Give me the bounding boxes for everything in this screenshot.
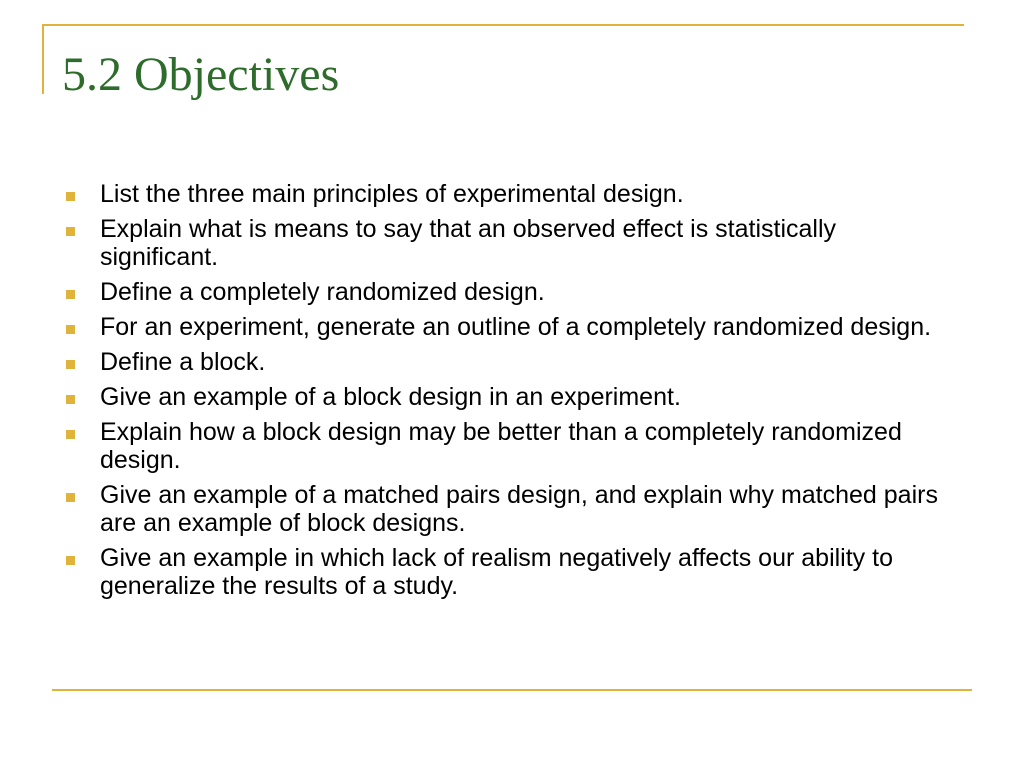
square-bullet-icon [66,227,75,236]
title-frame-top-rule [42,24,964,26]
list-item [62,180,952,208]
square-bullet-icon [66,325,75,334]
square-bullet-icon [66,192,75,201]
list-item [62,313,952,341]
list-item [62,215,952,271]
title-frame-left-rule [42,24,44,94]
list-item [62,348,952,376]
list-item [62,544,952,600]
list-item-text: Define a block. [100,348,266,376]
square-bullet-icon [66,290,75,299]
square-bullet-icon [66,360,75,369]
list-item [62,418,952,474]
list-item [62,383,952,411]
square-bullet-icon [66,430,75,439]
list-item-text: Give an example of a matched pairs design, and explain why matched pairs are an example of block designs. [100,481,938,537]
footer-rule [52,689,972,691]
list-item [62,278,952,306]
list-item-text: For an experiment, generate an outline of a completely randomized design. [100,313,932,341]
list-item-text: Give an example of a block design in an experiment. [100,383,681,411]
list-item-text: Define a completely randomized design. [100,278,545,306]
slide-title: 5.2 Objectives [62,48,340,101]
objectives-list [62,180,952,607]
square-bullet-icon [66,493,75,502]
square-bullet-icon [66,395,75,404]
list-item-text: List the three main principles of experimental design. [100,180,684,208]
list-item-text: Explain how a block design may be better than a completely randomized design. [100,418,902,474]
list-item-text: Explain what is means to say that an observed effect is statistically significant. [100,215,837,271]
list-item [62,481,952,537]
square-bullet-icon [66,556,75,565]
list-item-text: Give an example in which lack of realism negatively affects our ability to generalize the results of a study. [100,544,893,600]
